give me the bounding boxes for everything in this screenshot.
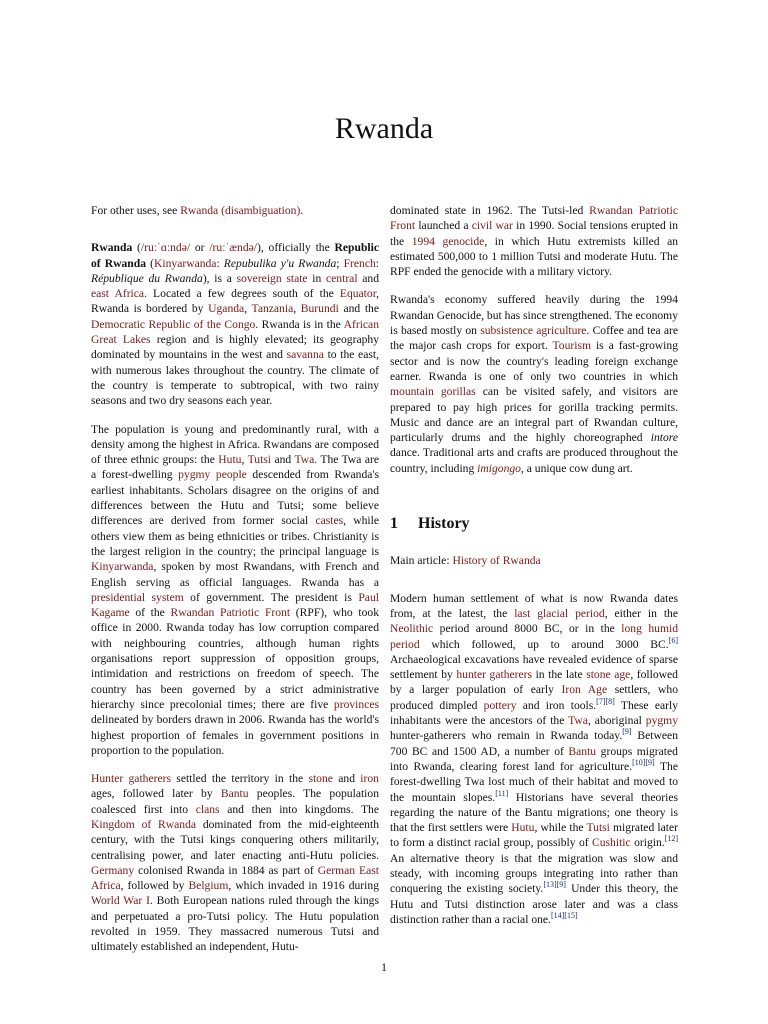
inline-link[interactable]: presidential system — [91, 590, 184, 604]
inline-link[interactable]: civil war — [471, 219, 513, 233]
inline-link[interactable]: World War I — [91, 894, 150, 908]
citation-ref[interactable]: [9] — [622, 727, 632, 737]
citation-ref[interactable]: [6] — [668, 635, 678, 645]
inline-link[interactable]: stone — [308, 772, 333, 786]
inline-link[interactable]: Tutsi — [247, 453, 272, 467]
inline-link[interactable]: mountain gorillas — [390, 385, 476, 399]
inline-link[interactable]: /ruːˈɑːndə/ — [140, 241, 191, 255]
inline-link[interactable]: Tanzania — [251, 302, 294, 316]
bold-text: Rwanda — [91, 241, 133, 255]
disambiguation-link[interactable]: Rwanda (disambiguation) — [180, 204, 301, 217]
inline-link[interactable]: imigongo — [477, 461, 521, 475]
citation-ref[interactable]: [11] — [495, 788, 509, 798]
history-of-rwanda-link[interactable]: History of Rwanda — [452, 554, 541, 568]
inline-link[interactable]: Rwandan Patriotic Front — [170, 606, 291, 620]
inline-link[interactable]: Rwandan Patriotic Front — [390, 204, 678, 233]
citation-ref[interactable]: [7][8] — [596, 696, 615, 706]
intro-paragraph-1: Rwanda (/ruːˈɑːndə/ or /ruːˈændə/), officially the Republic of Rwanda (Kinyarwanda: Repubulika y'u Rwanda; French: République du Rwanda), is a sovereign state in central and east Africa. Located a few degrees south of the Equator, Rwanda is bordered by Uganda, Tanzania, Burundi and the Democratic Republic of the Congo. Rwanda is in the African Great Lakes region and is highly elevated; its geography dominated by mountains in the west and savanna to the east, with numerous lakes throughout the country. The climate of the country is temperate to subtropical, with two rainy seasons and two dry seasons each year. — [91, 241, 380, 408]
section-heading-history — [390, 516, 678, 531]
inline-link[interactable]: Neolithic — [390, 622, 434, 636]
inline-link[interactable]: Burundi — [300, 302, 339, 316]
hatnote — [91, 203, 379, 218]
inline-link[interactable]: pygmy — [645, 714, 678, 728]
inline-link[interactable]: central — [326, 271, 358, 285]
citation-ref[interactable]: [12] — [664, 834, 678, 844]
italic-text: République du Rwanda — [91, 271, 203, 285]
intro-paragraph-4: dominated state in 1962. The Tutsi-led Rwandan Patriotic Front launched a civil war in 1990. Social tensions erupted in the 1994 genocide, in which Hutu extremists killed an estimated 500,000 to 1 million Tutsi and moderate Hutu. The RPF ended the genocide with a military victory. — [390, 204, 679, 279]
inline-link[interactable]: Belgium — [188, 879, 229, 893]
inline-link[interactable]: Paul Kagame — [91, 590, 379, 620]
inline-link[interactable]: German East Africa — [91, 863, 379, 893]
inline-link[interactable]: stone age — [586, 668, 631, 682]
inline-link[interactable]: Germany — [91, 863, 135, 877]
inline-link[interactable]: 1994 genocide — [411, 234, 485, 248]
inline-link[interactable]: Tourism — [552, 339, 591, 353]
inline-link[interactable]: iron — [360, 772, 379, 786]
inline-link[interactable]: French — [343, 256, 376, 270]
main-article-prefix: Main article: — [390, 554, 453, 568]
section-number: 1 — [390, 515, 398, 533]
inline-link[interactable]: African Great Lakes — [91, 317, 379, 347]
history-paragraph-1: Modern human settlement of what is now Rwanda dates from, at the latest, the last glacial period, either in the Neolithic period around 8000 BC, or in the long humid period which followed, up to around 3000 BC.[6] Archaeological excavations have revealed evidence of sparse settlement by hunter gatherers in the late stone age, followed by a larger population of early Iron Age settlers, who produced dimpled pottery and iron tools.[7][8] These early inhabitants were the ancestors of the Twa, aboriginal pygmy hunter-gatherers who remain in Rwanda today.[9] Between 700 BC and 1500 AD, a number of Bantu groups migrated into Rwanda, clearing forest land for agriculture.[10][9] The forest-dwelling Twa lost much of their habitat and moved to the mountain slopes.[11] Historians have several theories regarding the nature of the Bantu migrations; one theory is that the first settlers were Hutu, while the Tutsi migrated later to form a distinct racial group, possibly of Cushitic origin.[12] An alternative theory is that the migration was slow and steady, with incoming groups integrating into rather than conquering the existing society.[13][9] Under this theory, the Hutu and Tutsi distinction arose later and was a class distinction rather than a racial one.[14][15] — [390, 591, 679, 926]
inline-link[interactable]: hunter gatherers — [456, 668, 533, 682]
inline-link[interactable]: Twa — [294, 453, 315, 467]
inline-link[interactable]: Kinyarwanda — [154, 256, 217, 270]
inline-link[interactable]: Kinyarwanda — [91, 560, 154, 574]
inline-link[interactable]: Democratic Republic of the Congo — [91, 317, 256, 331]
inline-link[interactable]: /ruːˈændə/ — [209, 241, 257, 255]
inline-link[interactable]: long humid period — [390, 622, 678, 651]
inline-link[interactable]: savanna — [286, 348, 324, 362]
page-number: 1 — [381, 960, 387, 974]
inline-link[interactable]: last glacial period — [514, 606, 605, 620]
inline-link[interactable]: Iron Age — [561, 683, 608, 697]
inline-link[interactable]: east Africa — [91, 287, 145, 301]
inline-link[interactable]: Equator — [339, 287, 377, 301]
section-title: History — [418, 515, 470, 533]
inline-link[interactable]: Bantu — [220, 787, 249, 801]
inline-link[interactable]: Hutu — [218, 453, 242, 467]
main-article-note — [390, 553, 678, 568]
hatnote-prefix: For other uses, see — [91, 204, 181, 217]
hatnote-suffix: . — [300, 204, 304, 217]
inline-link[interactable]: pottery — [483, 698, 517, 712]
inline-link[interactable]: Uganda — [208, 302, 245, 316]
inline-link[interactable]: Tutsi — [586, 821, 610, 835]
left-column — [91, 203, 379, 968]
inline-link[interactable]: Twa — [568, 714, 588, 728]
inline-link[interactable]: clans — [195, 802, 220, 816]
inline-link[interactable]: sovereign state — [236, 271, 308, 285]
inline-link[interactable]: Bantu — [568, 744, 597, 758]
inline-link[interactable]: Cushitic — [592, 836, 631, 850]
bold-text: Republic of Rwanda — [91, 241, 379, 270]
intro-paragraph-5: Rwanda's economy suffered heavily during the 1994 Rwandan Genocide, but has since strengthened. The economy is based mostly on subsistence agriculture. Coffee and tea are the major cash crops for export. Tourism is a fast-growing sector and is now the country's leading foreign exchange earner. Rwanda is one of only two countries in which mountain gorillas can be visited safely, and visitors are prepared to pay high prices for gorilla tracking permits. Music and dance are an integral part of Rwandan culture, particularly drums and the highly choreographed intore dance. Traditional arts and crafts are produced throughout the country, including imigongo, a unique cow dung art. — [390, 293, 678, 475]
intro-paragraph-2: The population is young and predominantly rural, with a density among the highest in Africa. Rwandans are composed of three ethnic groups: the Hutu, Tutsi and Twa. The Twa are a forest-dwelling pygmy people descended from Rwanda's earliest inhabitants. Scholars disagree on the origins of and differences between the Hutu and Tutsi; some believe differences are derived from former social castes, while others view them as being ethnicities or tribes. Christianity is the largest religion in the country; the principal language is Kinyarwanda, spoken by most Rwandans, with French and English serving as official languages. Rwanda has a presidential system of government. The president is Paul Kagame of the Rwandan Patriotic Front (RPF), who took office in 2000. Rwanda today has low corruption compared with neighbouring countries, although human rights organisations report suppression of opposition groups, intimidation and restrictions on freedom of speech. The country has been governed by a strict administrative hierarchy since precolonial times; there are five provinces delineated by borders drawn in 2006. Rwanda has the world's highest proportion of females in government positions in proportion to the population. — [91, 422, 380, 757]
italic-text: Repubulika y'u Rwanda — [223, 256, 337, 270]
inline-link[interactable]: provinces — [333, 697, 379, 711]
right-column — [390, 203, 678, 940]
citation-ref[interactable]: [14][15] — [550, 911, 578, 921]
intro-paragraph-3: Hunter gatherers settled the territory in the stone and iron ages, followed later by Bantu peoples. The population coalesced first into clans and then into kingdoms. The Kingdom of Rwanda dominated from the mid-eighteenth century, with the Tutsi kings conquering others militarily, centralising power, and later enacting anti-Hutu policies. Germany colonised Rwanda in 1884 as part of German East Africa, followed by Belgium, which invaded in 1916 during World War I. Both European nations ruled through the kings and perpetuated a pro-Tutsi policy. The Hutu population revolted in 1959. They massacred numerous Tutsi and ultimately established an independent, Hutu- — [91, 772, 380, 954]
inline-link[interactable]: Kingdom of Rwanda — [91, 817, 197, 831]
inline-link[interactable]: subsistence agriculture — [480, 324, 587, 338]
page-title: Rwanda — [334, 112, 434, 145]
italic-text: intore — [650, 431, 678, 445]
inline-link[interactable]: castes — [315, 514, 344, 528]
inline-link[interactable]: pygmy people — [178, 468, 247, 482]
citation-ref[interactable]: [10][9] — [632, 758, 655, 768]
inline-link[interactable]: Hunter gatherers — [91, 772, 171, 786]
inline-link[interactable]: Hutu — [511, 821, 535, 835]
citation-ref[interactable]: [13][9] — [543, 880, 566, 890]
